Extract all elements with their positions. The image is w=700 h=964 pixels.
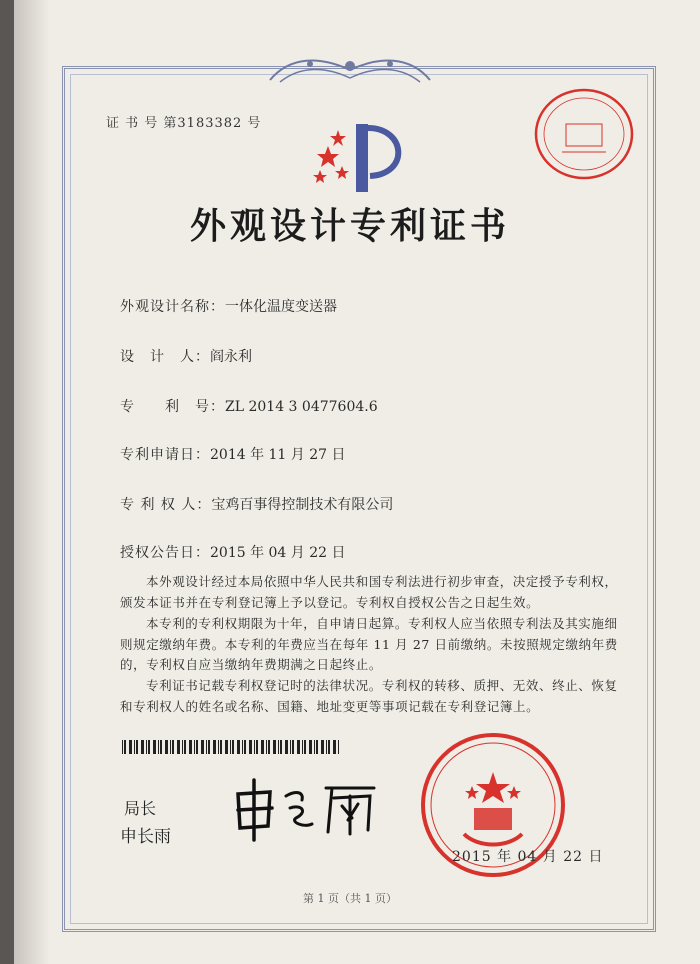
patent-number-label: 专 利 号： [120,399,225,415]
patentee-value: 宝鸡百事得控制技术有限公司 [211,497,394,513]
patentee-row [120,494,393,514]
grant-date-row [120,542,346,562]
grant-date-value: 2015 年 04 月 22 日 [210,545,346,561]
designer-row [120,346,252,366]
patentee-label: 专 利 权 人： [120,497,212,513]
filing-date-value: 2014 年 11 月 27 日 [210,447,346,463]
design-name-row [120,296,337,316]
paragraph-term: 本专利的专利权期限为十年，自申请日起算。专利权人应当依照专利法及其实施细则规定缴纳年费。本专利的年费应当在每年 11 月 27 日前缴纳。未按照规定缴纳年费的，专利权自应当缴纳年费期满之日起终止。 [120,616,618,672]
certificate-number: 证 书 号 第3183382 号 [106,116,262,131]
agency-stamp [532,86,636,182]
seal-date: 2015 年 04 月 22 日 [452,849,604,865]
certificate-title: 外观设计专利证书 [189,205,510,247]
page-number: 第 1 页（共 1 页） [303,892,397,905]
director-title: 局长 [124,799,157,818]
barcode [122,740,342,754]
filing-date-label: 专利申请日： [120,447,210,463]
director-signature [224,774,394,844]
director-name: 申长雨 [120,827,171,847]
top-ornament [260,52,440,88]
paragraph-grant: 本外观设计经过本局依照中华人民共和国专利法进行初步审查，决定授予专利权，颁发本证书并在专利登记簿上予以登记。专利权自授权公告之日起生效。 [120,574,618,610]
patent-number-row [120,396,378,416]
patent-number-value: ZL 2014 3 0477604.6 [225,399,378,415]
design-name-label: 外观设计名称： [120,299,225,315]
designer-label: 设 计 人： [120,349,210,365]
design-name-value: 一体化温度变送器 [225,299,337,315]
grant-date-label: 授权公告日： [120,545,210,561]
patent-office-emblem-icon [306,118,416,198]
paragraph-legal-status: 专利证书记载专利权登记时的法律状况。专利权的转移、质押、无效、终止、恢复和专利权人的姓名或名称、国籍、地址变更等事项记载在专利登记簿上。 [120,678,618,714]
designer-value: 阎永利 [210,349,252,365]
filing-date-row [120,444,346,464]
